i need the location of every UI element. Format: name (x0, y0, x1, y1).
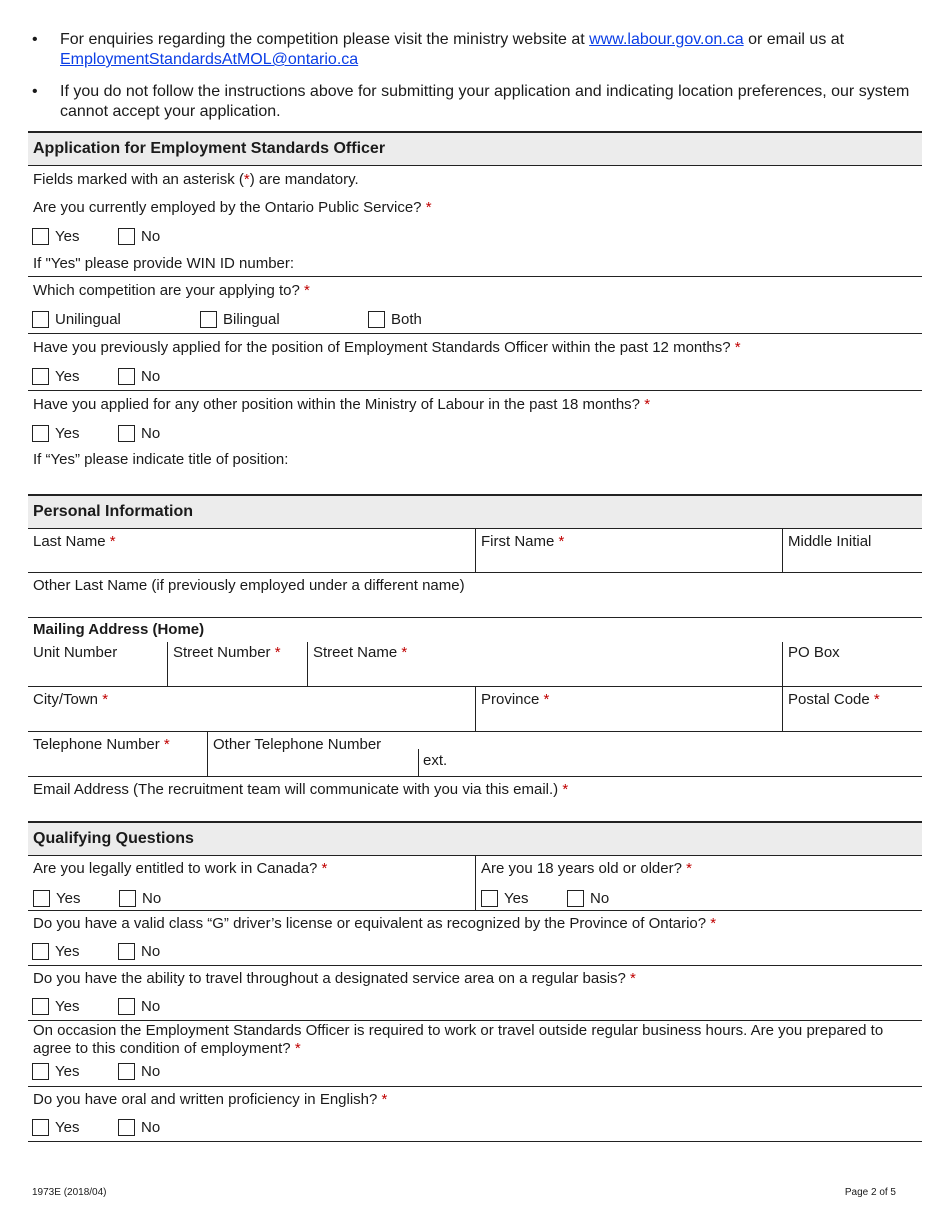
canada-no-checkbox[interactable]: No (119, 890, 161, 907)
hours-yes-checkbox[interactable]: Yes (32, 1063, 118, 1080)
other-position-options (28, 419, 922, 447)
city-row (28, 687, 922, 732)
email-link[interactable]: EmploymentStandardsAtMOL@ontario.ca (60, 51, 359, 68)
license-yes-checkbox[interactable]: Yes (32, 943, 118, 960)
ext-field[interactable]: ext. (418, 749, 447, 776)
ministry-website-link[interactable]: www.labour.gov.on.ca (589, 31, 744, 48)
other-telephone-field[interactable]: Other Telephone Number ext. (207, 732, 922, 776)
english-row (28, 1087, 922, 1142)
question-previous-application: Have you previously applied for the position of Employment Standards Officer within the past 12 months? * (33, 339, 741, 356)
intro-bullets (32, 30, 922, 134)
both-checkbox[interactable]: Both (368, 311, 422, 328)
english-yes-checkbox[interactable]: Yes (32, 1119, 118, 1136)
previous-yes-checkbox[interactable]: Yes (32, 368, 118, 385)
english-no-checkbox[interactable]: No (118, 1119, 160, 1136)
other-last-name-field[interactable]: Other Last Name (if previously employed under a different name) (33, 577, 465, 594)
age-yes-checkbox[interactable]: Yes (481, 890, 567, 907)
license-no-checkbox[interactable]: No (118, 943, 160, 960)
eligibility-row (28, 856, 922, 911)
mailing-address-heading: Mailing Address (Home) (33, 621, 205, 638)
previous-no-checkbox[interactable]: No (118, 368, 160, 385)
email-field[interactable]: Email Address (The recruitment team will communicate with you via this email.) * (33, 781, 569, 798)
email-row (28, 777, 922, 821)
license-row (28, 911, 922, 966)
postal-code-field[interactable]: Postal Code * (782, 687, 922, 731)
question-ops-employed: Are you currently employed by the Ontario Public Service? * (33, 199, 432, 216)
telephone-row (28, 732, 922, 777)
question-license: Do you have a valid class “G” driver’s license or equivalent as recognized by the Province of Ontario? * (33, 915, 717, 932)
travel-row (28, 966, 922, 1021)
unit-number-field[interactable]: Unit Number (33, 644, 118, 661)
canada-yes-checkbox[interactable]: Yes (33, 890, 119, 907)
unilingual-checkbox[interactable]: Unilingual (32, 311, 200, 328)
middle-initial-field[interactable]: Middle Initial (782, 529, 922, 572)
intro-bullet-instructions: • If you do not follow the instructions above for submitting your application and indicating location preferences, our system cannot accept your application. (32, 83, 910, 120)
street-name-field[interactable]: Street Name * (307, 642, 782, 686)
question-age: Are you 18 years old or older? * Yes No (475, 856, 922, 910)
other-yes-checkbox[interactable]: Yes (32, 425, 118, 442)
previous-application-options (28, 362, 922, 391)
telephone-field[interactable]: Telephone Number * (33, 736, 170, 753)
street-number-field[interactable]: Street Number * (167, 642, 307, 686)
competition-options (28, 305, 922, 334)
other-position-title-field[interactable]: If “Yes” please indicate title of position: (33, 451, 289, 468)
question-travel: Do you have the ability to travel throughout a designated service area on a regular basis? * (33, 970, 636, 987)
travel-yes-checkbox[interactable]: Yes (32, 998, 118, 1015)
ops-yes-checkbox[interactable]: Yes (32, 228, 118, 245)
intro-bullet-enquiries: • For enquiries regarding the competition please visit the ministry website at www.labour.gov.on.ca or email us at EmploymentStandardsAtMOL@ontario.ca (32, 31, 845, 68)
hours-row (28, 1021, 922, 1087)
other-last-name-row (28, 573, 922, 618)
province-field[interactable]: Province * (475, 687, 782, 731)
bilingual-checkbox[interactable]: Bilingual (200, 311, 368, 328)
question-other-position: Have you applied for any other position within the Ministry of Labour in the past 18 months? * (33, 396, 651, 413)
ops-no-checkbox[interactable]: No (118, 228, 160, 245)
hours-no-checkbox[interactable]: No (118, 1063, 160, 1080)
city-field[interactable]: City/Town * (33, 691, 109, 708)
question-canada: Are you legally entitled to work in Canada? * Yes No (33, 860, 328, 907)
page-number: Page 2 of 5 (844, 1187, 896, 1198)
application-section-title: Application for Employment Standards Officer (28, 131, 922, 166)
question-competition: Which competition are your applying to? * (33, 282, 310, 299)
application-form (28, 131, 922, 1142)
mandatory-note: Fields marked with an asterisk (*) are mandatory. (33, 171, 359, 188)
other-no-checkbox[interactable]: No (118, 425, 160, 442)
question-hours: On occasion the Employment Standards Officer is required to work or travel outside regular business hours. Are you prepared to agree to this condition of employment? * (33, 1022, 884, 1057)
question-english: Do you have oral and written proficiency in English? * (33, 1091, 388, 1108)
first-name-field[interactable]: First Name * (475, 529, 782, 572)
win-id-field[interactable]: If "Yes" please provide WIN ID number: (28, 250, 922, 277)
ops-employed-options (28, 222, 922, 250)
qualifying-section-title: Qualifying Questions (28, 821, 922, 856)
address-row (28, 642, 922, 687)
personal-section-title: Personal Information (28, 494, 922, 529)
last-name-field[interactable]: Last Name * (33, 533, 116, 550)
form-id: 1973E (2018/04) (32, 1187, 107, 1198)
age-no-checkbox[interactable]: No (567, 890, 609, 907)
po-box-field[interactable]: PO Box (782, 642, 922, 686)
travel-no-checkbox[interactable]: No (118, 998, 160, 1015)
name-row (28, 529, 922, 573)
